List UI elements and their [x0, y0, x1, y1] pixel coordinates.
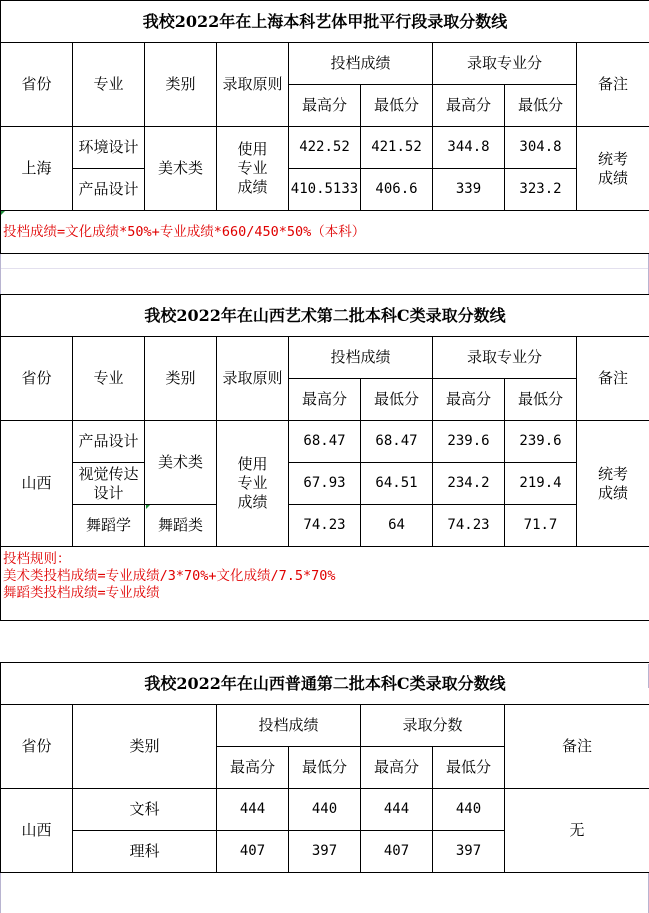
- cell-marker-icon: [146, 505, 150, 509]
- major-min-cell: 219.4: [505, 463, 577, 505]
- category-cell: 美术类: [145, 127, 217, 211]
- major-cell: 产品设计: [73, 169, 145, 211]
- header-major: 专业: [73, 43, 145, 127]
- score-max-cell: 407: [217, 831, 289, 873]
- score-max-cell: 68.47: [289, 421, 361, 463]
- header-major: 专业: [73, 337, 145, 421]
- category-cell: 美术类: [145, 421, 217, 505]
- header-admit-max: 最高分: [361, 747, 433, 789]
- header-score-group: 投档成绩: [289, 43, 433, 85]
- header-category: 类别: [145, 337, 217, 421]
- major-cell: 视觉传达设计: [73, 463, 145, 505]
- province-cell: 山西: [1, 421, 73, 547]
- major-cell: 舞蹈学: [73, 505, 145, 547]
- table3: [0, 662, 649, 873]
- page-bottom: [0, 873, 649, 913]
- section-gap: [0, 254, 649, 294]
- table1-title: 我校2022年在上海本科艺体甲批平行段录取分数线: [1, 1, 649, 43]
- table-row: [1, 127, 649, 169]
- header-score-max: 最高分: [289, 379, 361, 421]
- note-line: 投档规则：: [3, 551, 71, 567]
- table-row: [1, 169, 649, 211]
- table2: [0, 294, 649, 621]
- table-row: [1, 463, 649, 505]
- major-max-cell: 239.6: [433, 421, 505, 463]
- province-cell: 上海: [1, 127, 73, 211]
- table-row: [1, 789, 649, 831]
- table1-block: [0, 0, 649, 254]
- header-score-max: 最高分: [217, 747, 289, 789]
- header-score-max: 最高分: [289, 85, 361, 127]
- header-major-min: 最低分: [505, 85, 577, 127]
- category-cell: 舞蹈类: [145, 505, 217, 547]
- header-remark: 备注: [577, 337, 649, 421]
- table2-title: 我校2022年在山西艺术第二批本科C类录取分数线: [1, 295, 649, 337]
- header-remark: 备注: [505, 705, 649, 789]
- header-principle: 录取原则: [217, 337, 289, 421]
- table1: [0, 0, 649, 254]
- score-max-cell: 444: [217, 789, 289, 831]
- header-major-min: 最低分: [505, 379, 577, 421]
- header-score-min: 最低分: [289, 747, 361, 789]
- score-min-cell: 421.52: [361, 127, 433, 169]
- score-min-cell: 68.47: [361, 421, 433, 463]
- header-score-group: 投档成绩: [289, 337, 433, 379]
- header-province: 省份: [1, 705, 73, 789]
- header-category: 类别: [145, 43, 217, 127]
- admit-min-cell: 397: [433, 831, 505, 873]
- formula-note: 投档成绩=文化成绩*50%+专业成绩*660/450*50%（本科）: [1, 211, 649, 254]
- score-min-cell: 397: [289, 831, 361, 873]
- table3-block: [0, 662, 649, 873]
- remark-cell: 无: [505, 789, 649, 873]
- header-score-group: 投档成绩: [217, 705, 361, 747]
- major-max-cell: 344.8: [433, 127, 505, 169]
- major-min-cell: 239.6: [505, 421, 577, 463]
- category-cell: 文科: [73, 789, 217, 831]
- header-major-score-group: 录取专业分: [433, 43, 577, 85]
- score-max-cell: 422.52: [289, 127, 361, 169]
- admit-max-cell: 407: [361, 831, 433, 873]
- principle-cell: 使用专业成绩: [217, 127, 289, 211]
- header-admit-group: 录取分数: [361, 705, 505, 747]
- province-cell: 山西: [1, 789, 73, 873]
- principle-cell: 使用专业成绩: [217, 421, 289, 547]
- major-max-cell: 339: [433, 169, 505, 211]
- score-max-cell: 410.5133: [289, 169, 361, 211]
- score-min-cell: 440: [289, 789, 361, 831]
- note-line: 舞蹈类投档成绩=专业成绩: [3, 585, 160, 601]
- note-line: 美术类投档成绩=专业成绩/3*70%+文化成绩/7.5*70%: [3, 568, 336, 584]
- major-max-cell: 234.2: [433, 463, 505, 505]
- score-min-cell: 64.51: [361, 463, 433, 505]
- formula-note: [1, 547, 649, 621]
- header-score-min: 最低分: [361, 85, 433, 127]
- major-min-cell: 304.8: [505, 127, 577, 169]
- major-max-cell: 74.23: [433, 505, 505, 547]
- header-score-min: 最低分: [361, 379, 433, 421]
- score-min-cell: 64: [361, 505, 433, 547]
- header-major-score-group: 录取专业分: [433, 337, 577, 379]
- header-category: 类别: [73, 705, 217, 789]
- header-admit-min: 最低分: [433, 747, 505, 789]
- major-min-cell: 71.7: [505, 505, 577, 547]
- table-row: [1, 505, 649, 547]
- admit-min-cell: 440: [433, 789, 505, 831]
- score-max-cell: 67.93: [289, 463, 361, 505]
- category-cell: 理科: [73, 831, 217, 873]
- table-row: [1, 421, 649, 463]
- header-province: 省份: [1, 337, 73, 421]
- remark-cell: 统考成绩: [577, 127, 649, 211]
- header-major-max: 最高分: [433, 85, 505, 127]
- remark-cell: 统考成绩: [577, 421, 649, 547]
- major-cell: 环境设计: [73, 127, 145, 169]
- table2-block: [0, 294, 649, 621]
- table3-title: 我校2022年在山西普通第二批本科C类录取分数线: [1, 663, 649, 705]
- score-min-cell: 406.6: [361, 169, 433, 211]
- cell-marker-icon: [1, 211, 5, 215]
- score-max-cell: 74.23: [289, 505, 361, 547]
- admit-max-cell: 444: [361, 789, 433, 831]
- header-major-max: 最高分: [433, 379, 505, 421]
- major-min-cell: 323.2: [505, 169, 577, 211]
- major-cell: 产品设计: [73, 421, 145, 463]
- header-principle: 录取原则: [217, 43, 289, 127]
- header-province: 省份: [1, 43, 73, 127]
- header-remark: 备注: [577, 43, 649, 127]
